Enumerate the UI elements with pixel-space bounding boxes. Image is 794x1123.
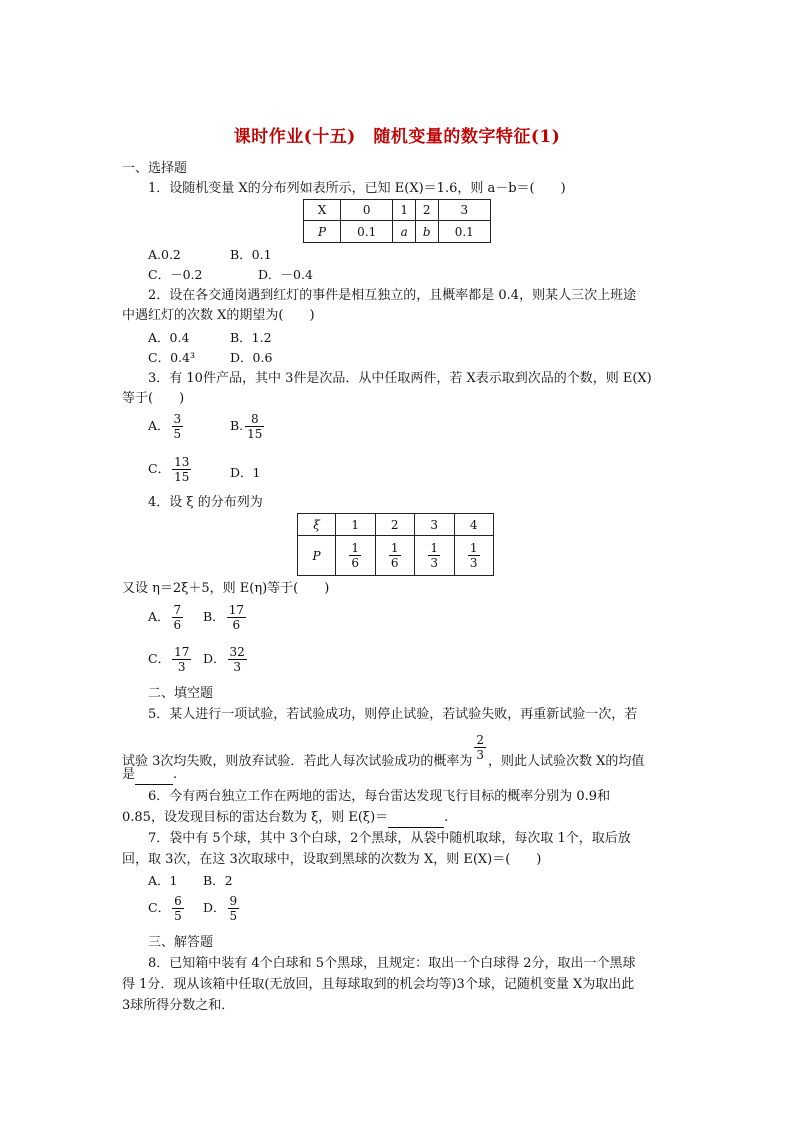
section-choice-heading: 一、选择题 bbox=[122, 161, 188, 176]
fraction-numerator: 6 bbox=[174, 894, 182, 908]
section-solve-heading: 三、解答题 bbox=[148, 935, 214, 950]
question-3-line1: 3．有 10件产品，其中 3件是次品．从中任取两件，若 X表示取到次品的个数，则 E(X) bbox=[148, 371, 652, 386]
fraction-denominator: 6 bbox=[390, 556, 399, 570]
q4-table-head-cell: 4 bbox=[454, 514, 494, 536]
question-4-line1: 4．设 ξ 的分布列为 bbox=[148, 495, 263, 510]
q4-table-head-cell: 1 bbox=[336, 514, 376, 536]
question-1-text: 1．设随机变量 X的分布列如表所示，已知 E(X)＝1.6，则 a－b＝( ) bbox=[148, 181, 566, 196]
fraction-denominator: 3 bbox=[476, 748, 485, 762]
q4-option-a-label: A． bbox=[148, 609, 170, 624]
q4-table-head-cell: ξ bbox=[298, 514, 336, 536]
q4-option-d-fraction bbox=[228, 645, 247, 674]
q7-option-d bbox=[203, 894, 241, 923]
q1-table-cell: 0.1 bbox=[341, 221, 393, 243]
fraction-numerator: 1 bbox=[351, 541, 360, 555]
q7-option-c-fraction bbox=[172, 894, 184, 923]
fraction-numerator: 1 bbox=[469, 541, 478, 555]
q4-table-prob-cell bbox=[375, 536, 415, 576]
fraction-denominator: 5 bbox=[173, 427, 182, 441]
q1-table-cell: 1 bbox=[393, 200, 416, 221]
fraction-numerator: 32 bbox=[229, 645, 245, 659]
q1-option-a: A.0.2 bbox=[148, 247, 181, 262]
question-8-line1: 8．已知箱中装有 4个白球和 5个黑球，且规定：取出一个白球得 2分，取出一个黑球 bbox=[148, 956, 636, 971]
question-5-line2 bbox=[122, 733, 644, 771]
question-8-line2: 得 1分．现从该箱中任取(无放回，且每球取到的机会均等)3个球，记随机变量 X为取出此 bbox=[122, 977, 635, 992]
q4-option-d bbox=[203, 645, 249, 674]
question-8-line3: 3球所得分数之和． bbox=[122, 998, 235, 1013]
q5-text-a: 试验 3次均失败，则放弃试验．若此人每次试验成功的概率为 bbox=[122, 754, 473, 769]
question-4-line2: 又设 η＝2ξ＋5，则 E(η)等于( ) bbox=[122, 581, 330, 596]
q3-option-d: D．1 bbox=[230, 465, 261, 480]
q4-option-b-label: B． bbox=[203, 609, 225, 624]
q7-option-c bbox=[148, 894, 186, 923]
answer-blank[interactable] bbox=[388, 809, 444, 828]
q2-option-d: D．0.6 bbox=[230, 350, 273, 365]
fraction-numerator: 2 bbox=[476, 733, 485, 747]
fraction-denominator: 3 bbox=[469, 556, 478, 570]
fraction-denominator: 3 bbox=[233, 660, 241, 674]
q7-option-b: B．2 bbox=[203, 873, 233, 888]
q4-table-head-cell: 3 bbox=[415, 514, 455, 536]
question-5-line1: 5．某人进行一项试验，若试验成功，则停止试验，若试验失败，再重新试验一次，若 bbox=[148, 707, 638, 722]
question-6-line2 bbox=[122, 809, 448, 828]
q1-table-cell: b bbox=[415, 221, 438, 243]
q4-option-a bbox=[148, 603, 185, 632]
q1-option-d: D．－0.4 bbox=[258, 267, 313, 282]
q2-option-a: A．0.4 bbox=[148, 330, 190, 345]
q4-option-c bbox=[148, 645, 193, 674]
q1-table-cell: 0.1 bbox=[438, 221, 490, 243]
q6-text-a: 0.85，设发现目标的雷达台数为 ξ，则 E(ξ)＝ bbox=[122, 810, 389, 825]
question-7-line2: 回，取 3次，在这 3次取球中，设取到黑球的次数为 X，则 E(X)＝( ) bbox=[122, 852, 542, 867]
fraction-denominator: 3 bbox=[430, 556, 439, 570]
question-5-line3 bbox=[122, 766, 177, 785]
fraction-denominator: 5 bbox=[174, 909, 182, 923]
prob-fraction bbox=[389, 541, 401, 570]
q1-option-b: B．0.1 bbox=[230, 247, 272, 262]
q4-table-p-cell: P bbox=[298, 536, 336, 576]
q3-option-c bbox=[148, 455, 193, 484]
q3-option-b bbox=[230, 412, 266, 441]
fraction-denominator: 15 bbox=[247, 427, 263, 441]
question-2-line2: 中遇红灯的次数 X的期望为( ) bbox=[122, 308, 315, 323]
q7-option-c-label: C． bbox=[148, 900, 171, 915]
fraction-denominator: 6 bbox=[232, 618, 241, 632]
question-3-line2: 等于( ) bbox=[122, 391, 185, 406]
q5-text-b: ，则此人试验次数 X的均值 bbox=[488, 754, 645, 769]
q3-option-a bbox=[148, 412, 185, 441]
prob-fraction bbox=[349, 541, 361, 570]
question-2-line1: 2．设在各交通岗遇到红灯的事件是相互独立的，且概率都是 0.4，则某人三次上班途 bbox=[148, 288, 637, 303]
q4-option-b bbox=[203, 603, 248, 632]
q3-option-a-label: A． bbox=[148, 418, 170, 433]
q5-probability-fraction bbox=[474, 733, 486, 762]
q7-option-a: A．1 bbox=[148, 873, 178, 888]
fraction-numerator: 17 bbox=[228, 603, 244, 617]
q4-table-head-cell: 2 bbox=[375, 514, 415, 536]
q7-option-d-fraction bbox=[228, 894, 240, 923]
page-title: 课时作业(十五) 随机变量的数字特征(1) bbox=[233, 127, 561, 147]
q4-table-prob-cell bbox=[415, 536, 455, 576]
q4-option-c-fraction bbox=[172, 645, 191, 674]
q5-text-c: 是 bbox=[122, 767, 136, 782]
fraction-numerator: 3 bbox=[173, 412, 182, 426]
answer-blank[interactable] bbox=[135, 766, 173, 785]
q4-option-c-label: C． bbox=[148, 651, 171, 666]
q3-option-b-fraction bbox=[245, 412, 264, 441]
q6-text-b: . bbox=[444, 810, 449, 825]
q1-table-cell: 3 bbox=[438, 200, 490, 221]
q3-option-c-label: C． bbox=[148, 461, 171, 476]
question-7-line1: 7．袋中有 5个球，其中 3个白球，2个黑球，从袋中随机取球，每次取 1个，取后放 bbox=[148, 831, 631, 846]
q3-option-c-fraction bbox=[172, 455, 191, 484]
question-6-line1: 6．今有两台独立工作在两地的雷达，每台雷达发现飞行目标的概率分别为 0.9和 bbox=[148, 789, 611, 804]
q3-option-b-label: B. bbox=[230, 418, 244, 433]
fraction-denominator: 15 bbox=[174, 470, 190, 484]
fraction-denominator: 5 bbox=[229, 909, 238, 923]
fraction-numerator: 1 bbox=[390, 541, 399, 555]
fraction-numerator: 7 bbox=[173, 603, 182, 617]
q3-option-a-fraction bbox=[172, 412, 184, 441]
q4-option-b-fraction bbox=[227, 603, 246, 632]
q4-option-a-fraction bbox=[172, 603, 184, 632]
fraction-numerator: 1 bbox=[430, 541, 439, 555]
q4-table-prob-cell bbox=[454, 536, 494, 576]
section-fill-heading: 二、填空题 bbox=[148, 686, 214, 701]
q1-table-cell: X bbox=[304, 200, 341, 221]
q1-distribution-table bbox=[303, 199, 491, 243]
prob-fraction bbox=[428, 541, 440, 570]
q2-option-b: B．1.2 bbox=[230, 330, 272, 345]
fraction-numerator: 13 bbox=[174, 455, 190, 469]
q1-table-cell: 0 bbox=[341, 200, 393, 221]
fraction-denominator: 6 bbox=[173, 618, 182, 632]
q1-table-cell: a bbox=[393, 221, 416, 243]
q1-option-c: C．－0.2 bbox=[148, 267, 203, 282]
fraction-denominator: 3 bbox=[177, 660, 186, 674]
q2-option-c: C．0.4³ bbox=[148, 350, 195, 365]
q4-table-prob-cell bbox=[336, 536, 376, 576]
q1-table-cell: P bbox=[304, 221, 341, 243]
q4-distribution-table bbox=[297, 513, 494, 576]
fraction-numerator: 9 bbox=[229, 894, 238, 908]
fraction-numerator: 8 bbox=[245, 412, 264, 427]
fraction-denominator: 6 bbox=[351, 556, 360, 570]
q1-table-cell: 2 bbox=[415, 200, 438, 221]
q4-option-d-label: D． bbox=[203, 651, 226, 666]
prob-fraction bbox=[468, 541, 480, 570]
q7-option-d-label: D． bbox=[203, 900, 226, 915]
fraction-numerator: 17 bbox=[174, 645, 190, 659]
q5-text-d: . bbox=[173, 767, 178, 782]
